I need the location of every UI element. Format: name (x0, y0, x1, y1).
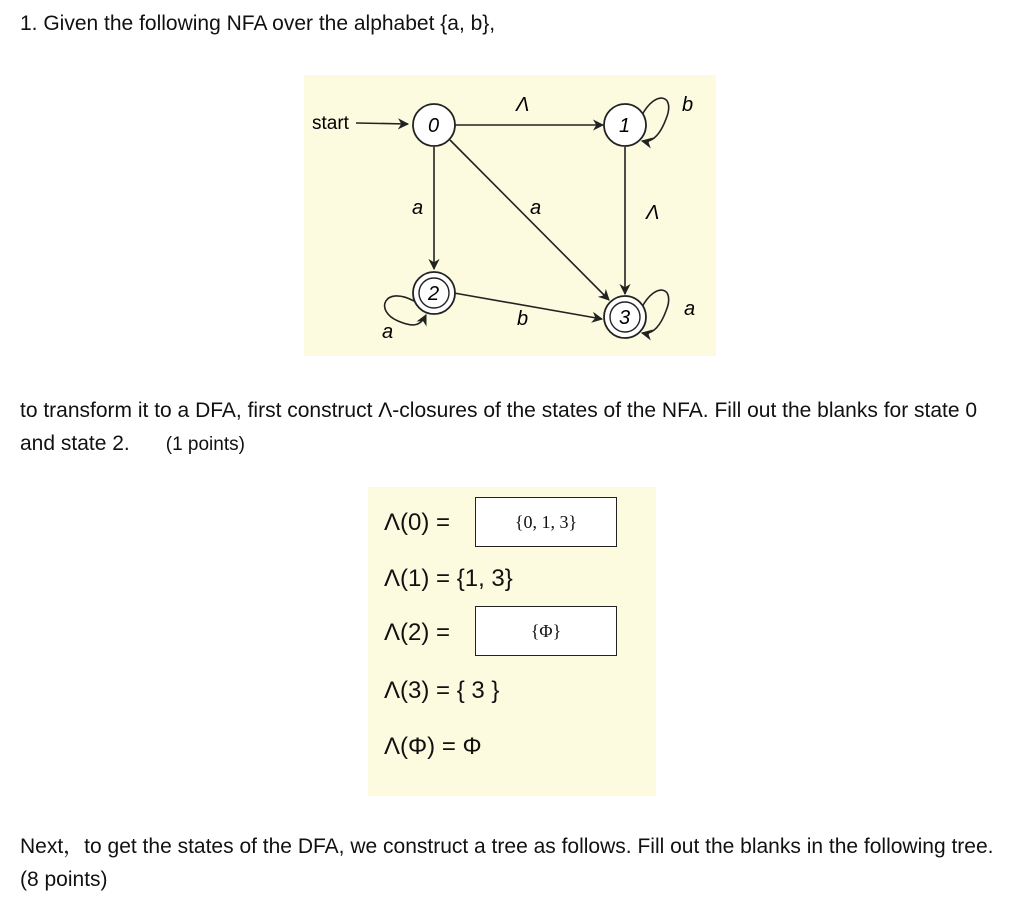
state-0 (413, 104, 455, 146)
question-title: 1. Given the following NFA over the alphabet {a, b}, (20, 12, 496, 35)
closure-answer-box-2[interactable]: {Φ} (475, 606, 617, 656)
edge-0-3-label: a (530, 197, 542, 219)
closure-row-0: Λ(0) = (384, 509, 451, 536)
closure-row-1: Λ(1) = {1, 3} (384, 565, 513, 592)
closure-panel (368, 487, 656, 796)
loop-3-label: a (684, 298, 696, 320)
closure-instructions-text: to transform it to a DFA, first construct Λ-closures of the states of the NFA. Fill out the blanks for state 0 and state 2. (20, 399, 978, 455)
state-3 (604, 296, 646, 338)
state-2 (413, 272, 455, 314)
edge-1-3-label: Λ (646, 202, 660, 224)
loop-2-label: a (382, 321, 394, 343)
closure-points: (1 points) (165, 434, 245, 455)
edge-2-3-label: b (517, 308, 529, 330)
loop-1-label: b (682, 94, 694, 116)
closure-instructions (20, 394, 1010, 461)
tree-instructions: Next，to get the states of the DFA, we construct a tree as follows. Fill out the blanks in the following tree. (8 points) (20, 835, 994, 891)
nfa-svg (304, 75, 716, 356)
state-2-label: 2 (428, 283, 440, 305)
closure-answer-box-0[interactable]: {0, 1, 3} (475, 497, 617, 547)
edge-0-3 (450, 140, 609, 300)
edge-0-1-label: Λ (516, 94, 530, 116)
closure-row-phi: Λ(Φ) = Φ (384, 733, 482, 760)
start-label: start (312, 113, 349, 134)
state-1 (604, 104, 646, 146)
start-arrow (356, 123, 408, 124)
nfa-diagram (304, 75, 716, 356)
state-1-label: 1 (619, 115, 631, 137)
closure-row-2: Λ(2) = (384, 619, 451, 646)
edge-0-2-label: a (412, 197, 424, 219)
closure-row-3: Λ(3) = { 3 } (384, 677, 500, 704)
state-3-label: 3 (619, 307, 631, 329)
state-0-label: 0 (428, 115, 440, 137)
